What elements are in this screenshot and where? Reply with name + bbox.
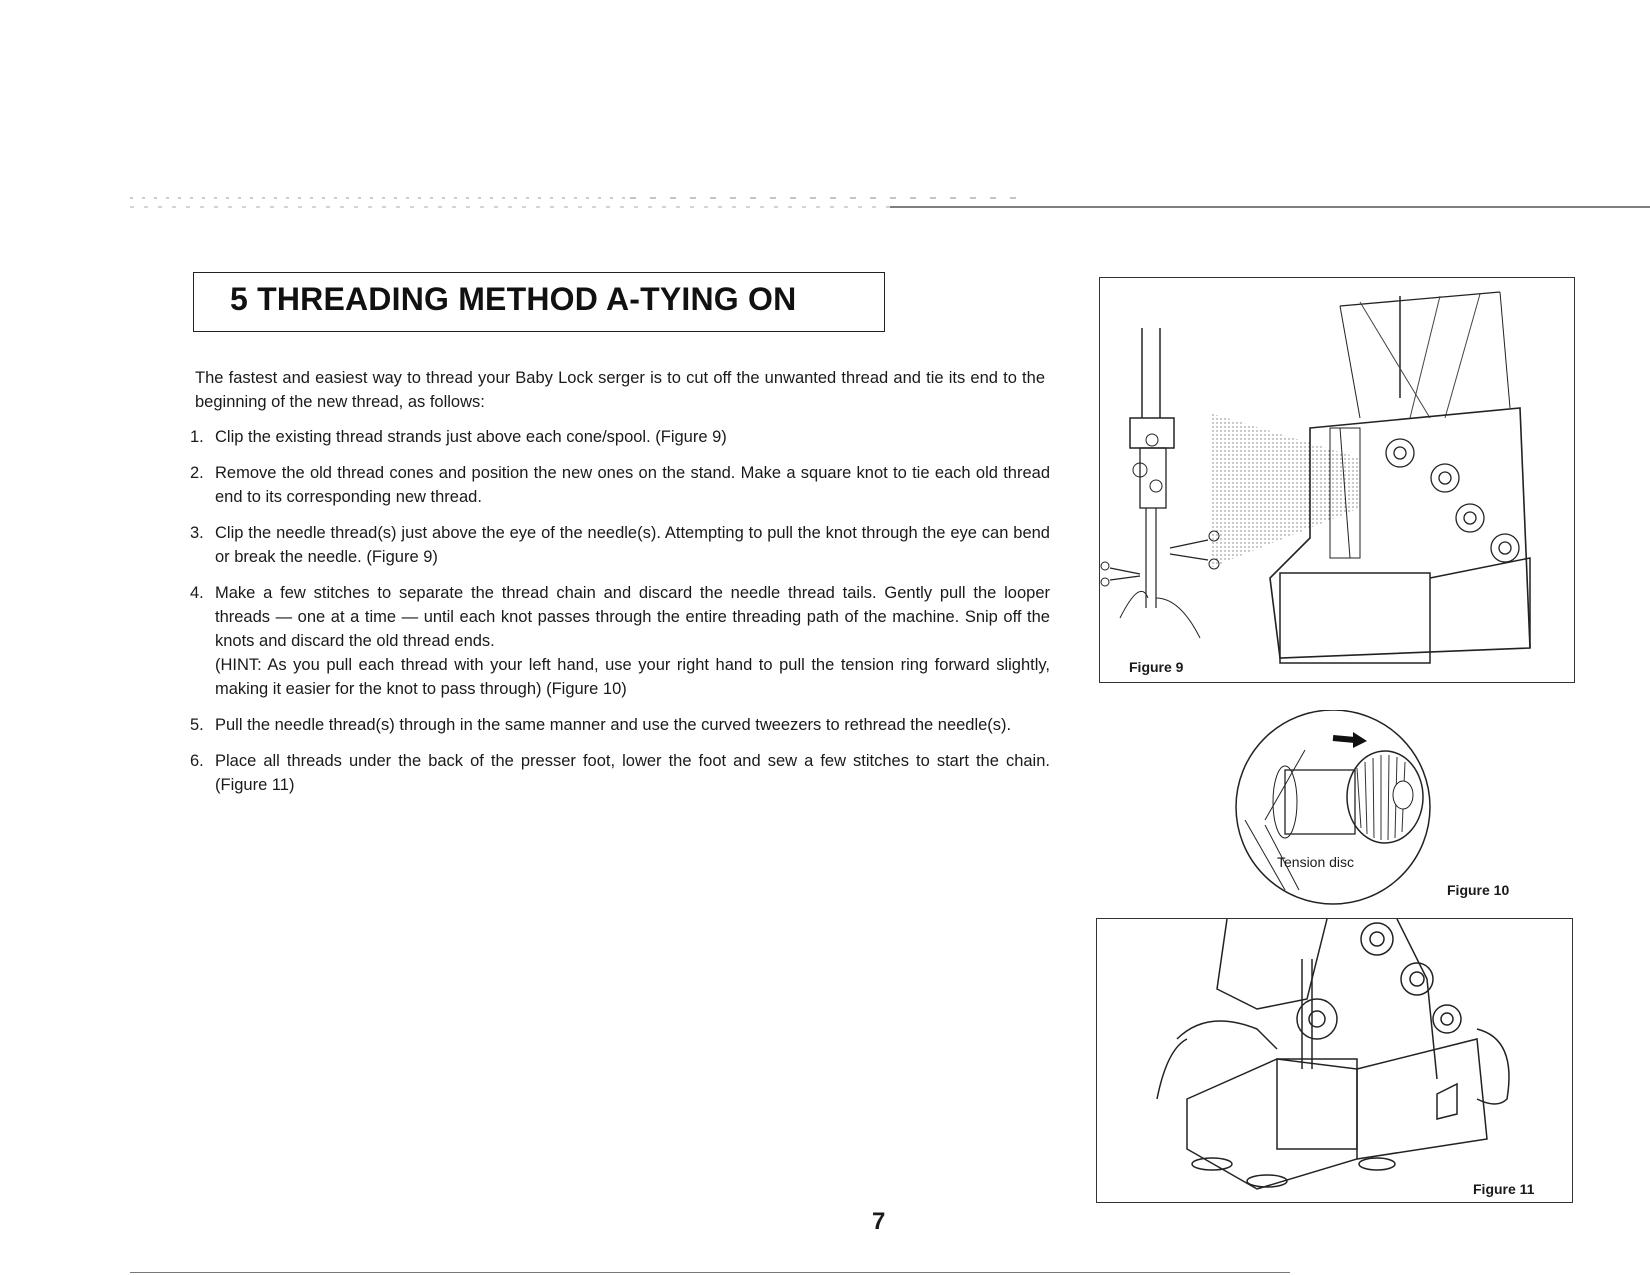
page-number: 7 <box>872 1208 886 1235</box>
step-number: 4. <box>190 584 204 602</box>
step-item <box>190 521 1050 569</box>
step-item <box>190 425 1050 449</box>
scan-rule-line <box>130 196 1650 208</box>
step-text: Place all threads under the back of the presser foot, lower the foot and sew a few stitches to start the chain. (Figure 11) <box>215 752 1050 794</box>
section-title: 5 THREADING METHOD A-TYING ON <box>230 281 797 317</box>
step-item <box>190 461 1050 509</box>
step-number: 5. <box>190 716 204 734</box>
step-text: Pull the needle thread(s) through in the same manner and use the curved tweezers to rethread the needle(s). <box>215 716 1012 734</box>
step-number: 1. <box>190 428 204 446</box>
step-text: Clip the needle thread(s) just above the eye of the needle(s). Attempting to pull the knot through the eye can bend or break the needle. (Figure 9) <box>215 524 1050 566</box>
step-text: Clip the existing thread strands just above each cone/spool. (Figure 9) <box>215 428 727 446</box>
tension-disc-callout: Tension disc <box>1277 854 1355 870</box>
scan-bottom-line <box>130 1272 1290 1273</box>
figure-9-label: Figure 9 <box>1129 659 1184 675</box>
step-item <box>190 581 1050 701</box>
section-title-box <box>193 272 885 332</box>
steps-list <box>190 425 1050 809</box>
tension-disc-illustration <box>1225 710 1530 910</box>
figure-11 <box>1096 918 1573 1203</box>
step-text: Make a few stitches to separate the thread chain and discard the needle thread tails. Gently pull the looper threads — one at a time — until each knot passes through the entire threading path of the machine. Snip off the knots and discard the old thread ends. <box>215 584 1050 650</box>
figure-11-label: Figure 11 <box>1473 1181 1535 1197</box>
serger-sewing-illustration <box>1097 919 1572 1202</box>
figure-10-label: Figure 10 <box>1447 882 1510 898</box>
step-number: 2. <box>190 464 204 482</box>
step-hint: (HINT: As you pull each thread with your left hand, use your right hand to pull the tension ring forward slightly, making it easier for the knot to pass through) (Figure 10) <box>215 656 1050 698</box>
figure-9 <box>1099 277 1575 683</box>
step-item <box>190 713 1050 737</box>
serger-threading-illustration <box>1100 278 1574 682</box>
step-number: 3. <box>190 524 204 542</box>
figure-10 <box>1225 710 1530 910</box>
step-text: Remove the old thread cones and position the new ones on the stand. Make a square knot to tie each old thread end to its corresponding new thread. <box>215 464 1050 506</box>
step-number: 6. <box>190 752 204 770</box>
step-item <box>190 749 1050 797</box>
intro-paragraph: The fastest and easiest way to thread your Baby Lock serger is to cut off the unwanted thread and tie its end to the beginning of the new thread, as follows: <box>195 369 1045 411</box>
